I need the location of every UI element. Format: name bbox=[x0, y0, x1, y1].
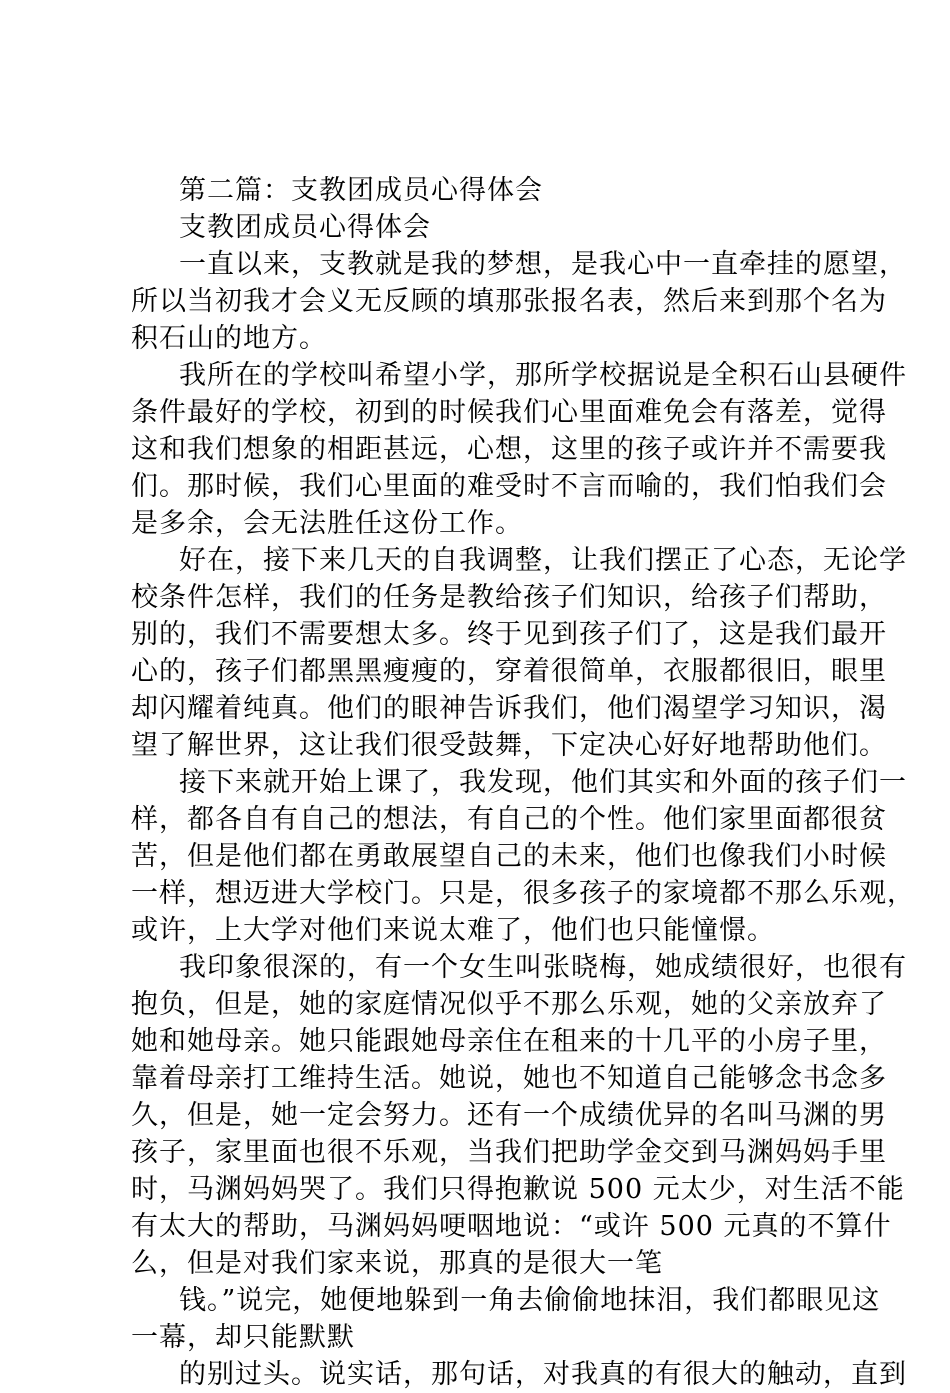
body-line: 抱负，但是，她的家庭情况似乎不那么乐观，她的父亲放弃了 bbox=[131, 989, 887, 1020]
body-line: 积石山的地方。 bbox=[131, 323, 327, 354]
body-line: 校条件怎样，我们的任务是教给孩子们知识，给孩子们帮助， bbox=[131, 582, 887, 613]
body-line: 她和她母亲。她只能跟她母亲住在租来的十几平的小房子里， bbox=[131, 1026, 887, 1057]
body-line: 时，马渊妈妈哭了。我们只得抱歉说 500 元太少，对生活不能 bbox=[131, 1174, 905, 1205]
body-line: 孩子，家里面也很不乐观，当我们把助学金交到马渊妈妈手里 bbox=[131, 1137, 887, 1168]
body-line: 好在，接下来几天的自我调整，让我们摆正了心态，无论学 bbox=[179, 545, 907, 576]
body-line: 么，但是对我们家来说，那真的是很大一笔 bbox=[131, 1248, 663, 1279]
body-line: 样，都各自有自己的想法，有自己的个性。他们家里面都很贫 bbox=[131, 804, 887, 835]
body-line: 是多余，会无法胜任这份工作。 bbox=[131, 508, 523, 539]
body-line: 望了解世界，这让我们很受鼓舞，下定决心好好地帮助他们。 bbox=[131, 730, 887, 761]
body-line: 心的，孩子们都黑黑瘦瘦的，穿着很简单，衣服都很旧，眼里 bbox=[131, 656, 887, 687]
body-line: 却闪耀着纯真。他们的眼神告诉我们，他们渴望学习知识，渴 bbox=[131, 693, 887, 724]
body-line: 们。那时候，我们心里面的难受时不言而喻的，我们怕我们会 bbox=[131, 471, 887, 502]
document-subtitle: 支教团成员心得体会 bbox=[179, 212, 431, 243]
body-line: 或许，上大学对他们来说太难了，他们也只能憧憬。 bbox=[131, 915, 775, 946]
body-line: 靠着母亲打工维持生活。她说，她也不知道自己能够念书念多 bbox=[131, 1063, 887, 1094]
body-line: 久，但是，她一定会努力。还有一个成绩优异的名叫马渊的男 bbox=[131, 1100, 887, 1131]
body-line: 一幕，却只能默默 bbox=[131, 1322, 355, 1353]
body-line: 这和我们想象的相距甚远，心想，这里的孩子或许并不需要我 bbox=[131, 434, 887, 465]
body-line: 别的，我们不需要想太多。终于见到孩子们了，这是我们最开 bbox=[131, 619, 887, 650]
body-line: 钱。”说完，她便地躲到一角去偷偷地抹泪，我们都眼见这 bbox=[179, 1285, 881, 1316]
body-line: 我所在的学校叫希望小学，那所学校据说是全积石山县硬件 bbox=[179, 360, 907, 391]
body-line: 我印象很深的，有一个女生叫张晓梅，她成绩很好，也很有 bbox=[179, 952, 907, 983]
document-title: 第二篇：支教团成员心得体会 bbox=[179, 175, 543, 206]
body-line: 苦，但是他们都在勇敢展望自己的未来，他们也像我们小时候 bbox=[131, 841, 887, 872]
body-line: 一样，想迈进大学校门。只是，很多孩子的家境都不那么乐观， bbox=[131, 878, 915, 909]
body-line: 所以当初我才会义无反顾的填那张报名表，然后来到那个名为 bbox=[131, 286, 887, 317]
body-line: 条件最好的学校，初到的时候我们心里面难免会有落差，觉得 bbox=[131, 397, 887, 428]
body-line: 的别过头。说实话，那句话，对我真的有很大的触动，直到 bbox=[179, 1359, 907, 1390]
body-line: 接下来就开始上课了，我发现，他们其实和外面的孩子们一 bbox=[179, 767, 907, 798]
body-line: 一直以来，支教就是我的梦想，是我心中一直牵挂的愿望， bbox=[179, 249, 907, 280]
document-body bbox=[131, 172, 915, 1393]
body-line: 有太大的帮助，马渊妈妈哽咽地说：“或许 500 元真的不算什 bbox=[131, 1211, 892, 1242]
